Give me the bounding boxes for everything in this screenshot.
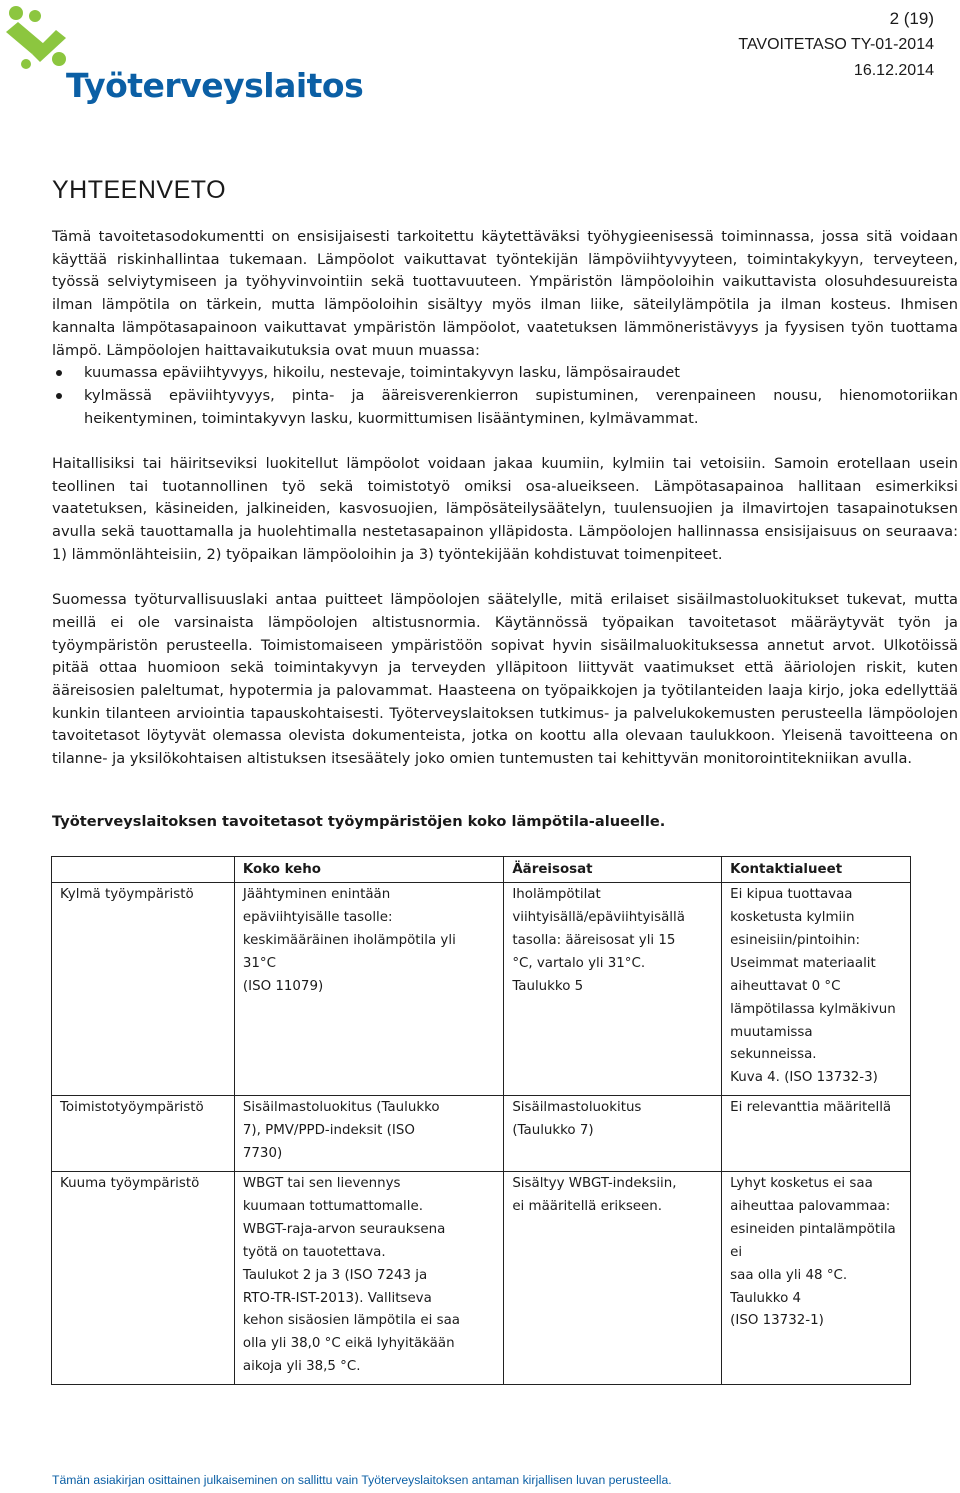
table-header-cell: Koko keho	[234, 857, 503, 883]
cell-line: Sisältyy WBGT-indeksiin,	[512, 1176, 677, 1192]
cell-line: aiheuttaa palovammaa:	[730, 1198, 891, 1214]
contact-cell	[722, 1096, 911, 1172]
page-title: YHTEENVETO	[52, 176, 227, 204]
summary-paragraph-2: Haitallisiksi tai häiritseviksi luokitellut lämpöolot voidaan jakaa kuumiin, kylmiin tai vetoisiin. Samoin erotellaan usein teollinen tai tuotannollinen työ sekä toimistotyö omiksi osa-alueikseen. Lämpötasapainoa hallitaan esimerkiksi vaatetuksen, käsineiden, jalkineiden, kasvosuojien, lämpösäteilysäätelyn, tuulensuojien ja ilmavirtojen tasapainotuksen avulla sekä tauottamalla ja huolehtimalla nestetasapainon ylläpidosta. Lämpöolojen hallinnassa ensisijaisuus on seuraava: 1) lämmönlähteisiin, 2) työpaikan lämpöoloihin ja 3) työntekijään kohdistuvat toimenpiteet.	[52, 455, 958, 563]
table-header-row	[52, 857, 911, 883]
cell-line: lämpötilassa kylmäkivun	[730, 1001, 896, 1017]
cell-line: 7), PMV/PPD-indeksit (ISO	[242, 1123, 415, 1139]
cell-line: tasolla: ääreisosat yli 15	[512, 932, 676, 948]
cell-line: Kylmä työympäristö	[60, 887, 194, 903]
table-row	[52, 1172, 911, 1385]
cell-line: Sisäilmastoluokitus	[512, 1100, 642, 1116]
table-title: Työterveyslaitoksen tavoitetasot työympäristöjen koko lämpötila-alueelle.	[52, 812, 666, 830]
cell-line: saa olla yli 48 °C.	[730, 1267, 848, 1283]
cell-line: Kuva 4. (ISO 13732-3)	[730, 1070, 878, 1086]
cell-line: kehon sisäosien lämpötila ei saa	[242, 1313, 460, 1329]
contact-cell	[722, 1172, 911, 1385]
cell-line: aiheuttavat 0 °C	[730, 978, 841, 994]
cell-line: (Taulukko 7)	[512, 1123, 594, 1139]
cell-line: Sisäilmastoluokitus (Taulukko	[242, 1100, 440, 1116]
page-number: 2 (19)	[889, 9, 934, 28]
logo-text: Työterveyslaitos	[66, 66, 364, 105]
cell-line: RTO-TR-IST-2013). Vallitseva	[242, 1290, 432, 1306]
cell-line: kosketusta kylmiin	[730, 910, 855, 926]
cell-line: Taulukko 5	[512, 978, 584, 994]
environment-cell	[52, 1172, 235, 1385]
table-header-cell	[52, 857, 235, 883]
logo	[4, 4, 364, 114]
cell-line: keskimääräinen iholämpötila yli	[242, 932, 456, 948]
cell-line: Taulukot 2 ja 3 (ISO 7243 ja	[242, 1267, 428, 1283]
cell-line: olla yli 38,0 °C eikä lyhyitäkään	[242, 1336, 455, 1352]
cell-line: muutamissa sekunneissa.	[730, 1024, 817, 1063]
extremities-cell	[504, 883, 722, 1096]
cell-line: (ISO 11079)	[242, 978, 324, 994]
table-header-cell: Ääreisosat	[504, 857, 722, 883]
summary-paragraph-1: Tämä tavoitetasodokumentti on ensisijaisesti tarkoitettu käytettäväksi työhygieenisessä toiminnassa, jossa sitä voidaan käyttää riskinhallintaa tukemaan. Lämpöolot vaikuttavat työntekijän lämpöviihtyvyyteen, toimintakykyyn, terveyteen, työssä selviytymiseen ja työhyvinvointiin sekä tuottavuuteen. Ympäristön lämpöoloihin vaikuttavista olosuhdesuureista ilman lämpötila on tärkein, mutta lämpöoloihin sisältyy myös ilman liike, säteilylämpötila ja ilman kosteus. Ihmisen kannalta lämpötasapainoon vaikuttavat ympäristön lämpöolot, vaatetuksen lämmöneristävyys ja fyysisen työn tuottama lämpö. Lämpöolojen haittavaikutuksia ovat muun muassa:	[52, 228, 958, 359]
cell-line: (ISO 13732-1)	[730, 1313, 824, 1329]
cell-line: työtä on tauotettava.	[242, 1244, 386, 1260]
target-levels-table	[51, 856, 911, 1385]
document-id: TAVOITETASO TY-01-2014	[738, 36, 934, 53]
cell-line: WBGT tai sen lievennys	[242, 1176, 401, 1192]
cell-line: epäviihtyisälle tasolle:	[242, 910, 393, 926]
cell-line: viihtyisällä/epäviihtyisällä	[512, 910, 685, 926]
cell-line: aikoja yli 38,5 °C.	[242, 1359, 361, 1375]
cell-line: 7730)	[242, 1146, 283, 1162]
cell-line: 31°C	[242, 955, 276, 971]
extremities-cell	[504, 1172, 722, 1385]
effects-list	[52, 362, 958, 430]
cell-line: Toimistotyöympäristö	[60, 1100, 204, 1116]
extremities-cell	[504, 1096, 722, 1172]
cell-line: Taulukko 4	[730, 1290, 802, 1306]
cell-line: ei määritellä erikseen.	[512, 1198, 663, 1214]
logo-mark-icon	[4, 4, 74, 84]
cell-line: Iholämpötilat	[512, 887, 601, 903]
document-body	[52, 226, 958, 1385]
contact-cell	[722, 883, 911, 1096]
cell-line: Useimmat materiaalit	[730, 955, 876, 971]
cell-line: °C, vartalo yli 31°C.	[512, 955, 646, 971]
list-item: kylmässä epäviihtyvyys, pinta- ja ääreisverenkierron supistuminen, verenpaineen nousu, hienomotoriikan heikentyminen, toimintakyvyn lasku, kuormittumisen lisääntyminen, kylmävammat.	[84, 385, 958, 430]
summary-paragraph-3: Suomessa työturvallisuuslaki antaa puitteet lämpöolojen säätelylle, mitä erilaiset sisäilmastoluokitukset tukevat, mutta meillä ei ole varsinaista lämpöolojen altistusnormia. Käytännössä työpaikan tavoitetasot määräytyvät työn ja työympäristön perusteella. Toimistomaiseen ympäristöön sopivat hyvin sisäilmaluokituksessa annetut arvot. Ulkotöissä pitää ottaa huomioon sekä toimintakyvyn ja terveyden ylläpitoon liittyvät vaatimukset että ääriolojen riskit, kuten ääreisosien paleltumat, hypotermia ja palovammat. Haasteena on työpaikkojen ja työtilanteiden laaja kirjo, joka edellyttää kunkin tilanteen arviointia tapauskohtaisesti. Työterveyslaitoksen tutkimus- ja palvelukokemusten perusteella lämpöolojen tavoitetasot löytyvät olemassa olevista dokumenteista, jotka on koottu alla olevaan taulukkoon. Yleisenä tavoitteena on tilanne- ja yksilökohtaisen altistuksen itsesäätely joko omien tuntemusten tai kehittyvän monitorointitekniikan avulla.	[52, 591, 958, 768]
cell-line: esineisiin/pintoihin:	[730, 932, 861, 948]
table-row	[52, 883, 911, 1096]
environment-cell	[52, 883, 235, 1096]
whole-body-cell	[234, 1172, 503, 1385]
table-row	[52, 1096, 911, 1172]
whole-body-cell	[234, 1096, 503, 1172]
footer-notice: Tämän asiakirjan osittainen julkaiseminen on sallittu vain Työterveyslaitoksen antaman kirjallisen luvan perusteella.	[52, 1473, 672, 1487]
document-date: 16.12.2014	[853, 62, 934, 79]
cell-line: Ei kipua tuottavaa	[730, 887, 853, 903]
cell-line: Lyhyt kosketus ei saa	[730, 1176, 873, 1192]
list-item: kuumassa epäviihtyvyys, hikoilu, nestevaje, toimintakyvyn lasku, lämpösairaudet	[84, 362, 958, 385]
cell-line: Kuuma työympäristö	[60, 1176, 200, 1192]
document-header	[738, 6, 934, 84]
cell-line: Ei relevanttia määritellä	[730, 1100, 892, 1116]
table-header-cell: Kontaktialueet	[722, 857, 911, 883]
environment-cell	[52, 1096, 235, 1172]
cell-line: Jäähtyminen enintään	[242, 887, 391, 903]
cell-line: esineiden pintalämpötila ei	[730, 1221, 896, 1260]
whole-body-cell	[234, 883, 503, 1096]
cell-line: kuumaan tottumattomalle.	[242, 1198, 423, 1214]
cell-line: WBGT-raja-arvon seurauksena	[242, 1221, 446, 1237]
